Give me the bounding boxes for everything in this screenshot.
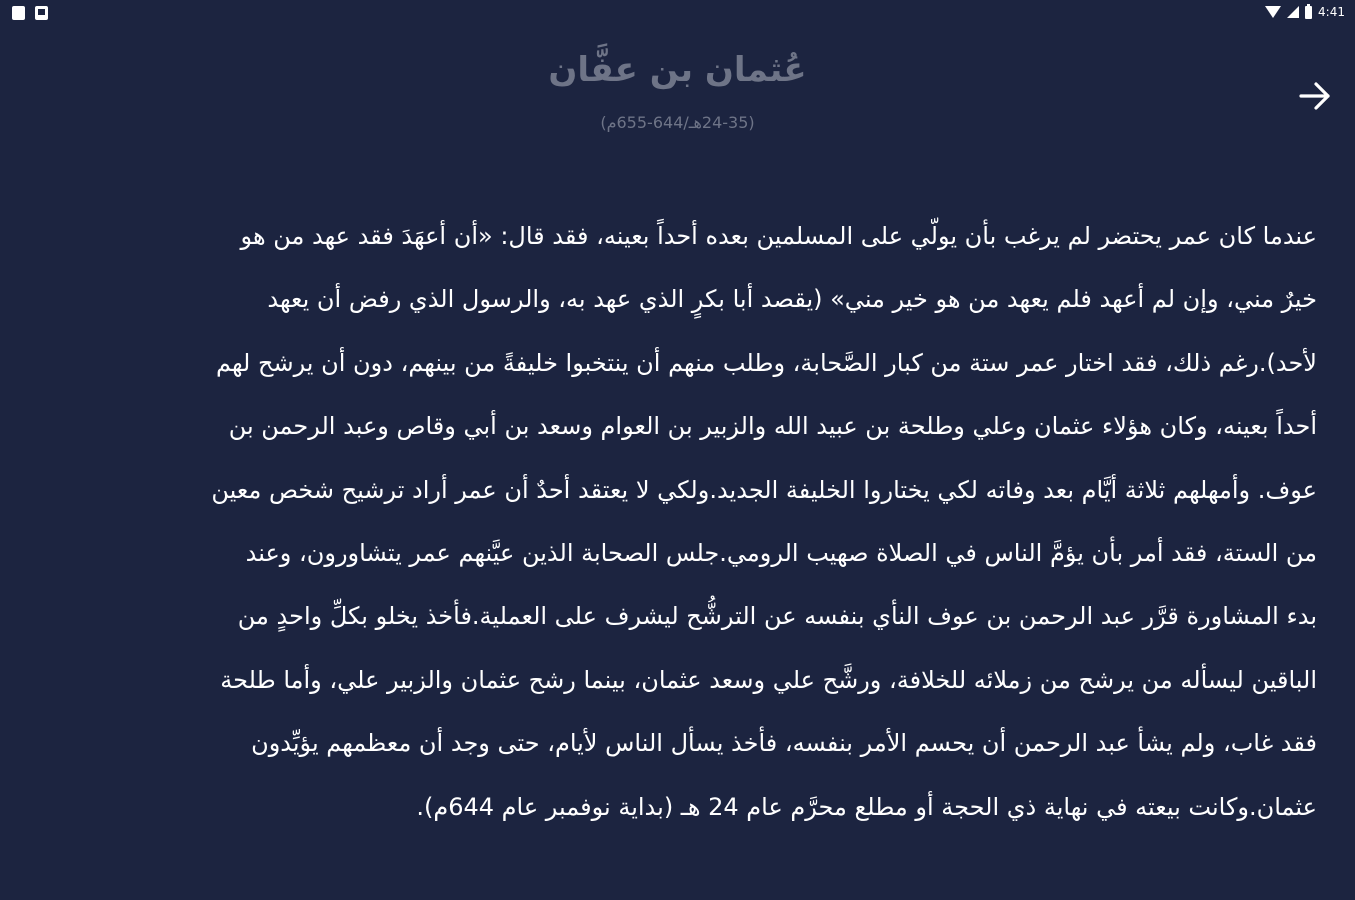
status-bar-left <box>12 6 48 20</box>
page-title: عُثمان بن عفَّان <box>548 50 807 90</box>
battery-icon <box>1305 6 1312 19</box>
article-line: أحداً بعينه، وكان هؤلاء عثمان وعلي وطلحة بن عبيد الله والزبير بن العوام وسعد بن أبي وقاص وعبد الرحمن بن <box>228 412 1317 441</box>
page-subtitle: (24-35هـ/644-655م) <box>600 113 755 132</box>
article-line: عندما كان عمر يحتضر لم يرغب بأن يولّي على المسلمين بعده أحداً بعينه، فقد قال: «أن أعهَدَ فقد عهد من هو <box>240 222 1317 250</box>
article-body <box>40 205 1317 839</box>
article-line: لأحد).رغم ذلك، فقد اختار عمر ستة من كبار الصَّحابة، وطلب منهم أن ينتخبوا خليفةً من بينهم، دون أن يرشح لهم <box>215 348 1317 377</box>
notification-icon <box>12 6 25 20</box>
article-line: خيرٌ مني، وإن لم أعهد فلم يعهد من هو خير مني» (يقصد أبا بكرٍ الذي عهد به، والرسول الذي رفض أن يعهد <box>267 285 1317 314</box>
article-line: عثمان.وكانت بيعته في نهاية ذي الحجة أو مطلع محرَّم عام 24 هـ (بداية نوفمبر عام 644م). <box>416 792 1317 821</box>
article-line: من الستة، فقد أمر بأن يؤمَّ الناس في الصلاة صهيب الرومي.جلس الصحابة الذين عيَّنهم عمر يتشاورون، وعند <box>245 538 1317 567</box>
app-notification-icon <box>35 6 48 20</box>
wifi-icon <box>1265 6 1281 18</box>
arrow-right-icon <box>1297 78 1333 114</box>
signal-icon <box>1287 6 1299 18</box>
article-line: فقد غاب، ولم يشأ عبد الرحمن أن يحسم الأمر بنفسه، فأخذ يسأل الناس لأيام، حتى وجد أن معظمهم يؤيِّدون <box>251 729 1317 758</box>
article-line: بدء المشاورة قرَّر عبد الرحمن بن عوف النأي بنفسه عن الترشُّح ليشرف على العملية.فأخذ يخلو بكلِّ واحدٍ من <box>237 602 1317 631</box>
back-button[interactable] <box>1297 78 1333 114</box>
status-time: 4:41 <box>1318 5 1345 19</box>
status-bar-right <box>1265 5 1345 19</box>
status-bar <box>0 0 1355 28</box>
article-line: عوف. وأمهلهم ثلاثة أيَّام بعد وفاته لكي يختاروا الخليفة الجديد.ولكي لا يعتقد أحدٌ أن عمر أراد ترشيح شخص معين <box>211 475 1317 504</box>
article-line: الباقين ليسأله من يرشح من زملائه للخلافة، ورشَّح علي وسعد عثمان، بينما رشح عثمان والزبير علي، وأما طلحة <box>220 665 1317 694</box>
